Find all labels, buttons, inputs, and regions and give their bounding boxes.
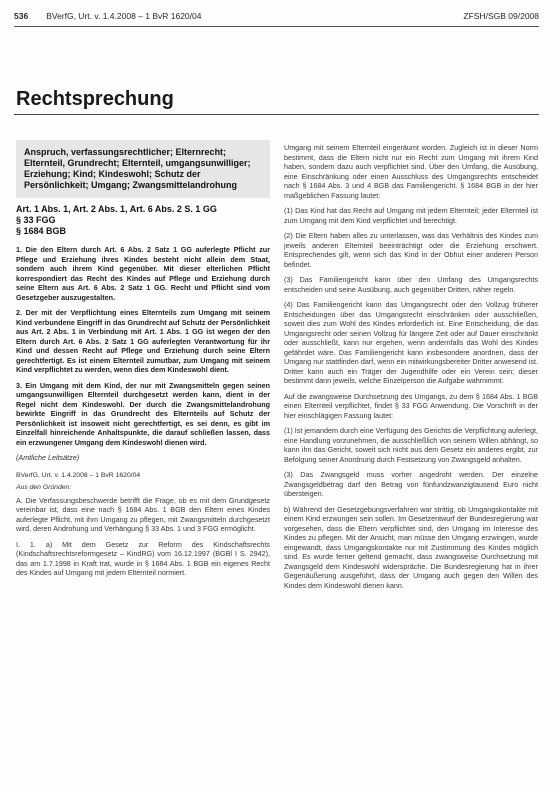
section-i-text: I. 1. a) Mit dem Gesetz zur Reform des Kindschaftsrechts (Kindschaftsrechtsreformgesetz – KindRG) vom 16.12.1997 (BGBl I S. 2942), das am 1.7.1998 in Kraft trat, wurde in § 1684 Abs. 1 BGB ein eigenes Recht des Kindes auf Umgang mit jedem Elternteil normiert. <box>16 539 270 577</box>
running-citation: BVerfG, Urt. v. 1.4.2008 – 1 BvR 1620/04 <box>46 11 202 21</box>
body-paragraph: Umgang mit seinem Elternteil eingeräumt worden. Zugleich ist in dieser Norm bestimmt, dass die Eltern nicht nur ein Recht zum Umgang mit ihrem Kind haben, sondern dazu auch verpflichtet sind. Über den Umfang, die Ausübung, eine Einschränkung oder einen Ausschluss des Umgangsrechts entscheidet nach § 1684 Abs. 3 und 4 BGB das Familiengericht. § 1684 BGB in der hier maßgeblichen Fassung lautet: <box>284 143 538 200</box>
statute-quote: (3) Das Zwangsgeld muss vorher angedroht werden. Der einzelne Zwangsgeldbetrag darf den Betrag von fünfundzwanzigtausend Euro nicht übersteigen. <box>284 470 538 498</box>
statute-quote: (1) Ist jemandem durch eine Verfügung des Gerichts die Verpflichtung auferlegt, eine Handlung vorzunehmen, die ausschließlich von seinem Willen abhängt, so kann ihn das Gericht, soweit sich nicht aus dem Gesetz ein anderes ergibt, zur Befolgung seiner Anordnung durch Festsetzung von Zwangsgeld anhalten. <box>284 426 538 464</box>
norms-list <box>16 204 270 237</box>
statute-quote: (2) Die Eltern haben alles zu unterlassen, was das Verhältnis des Kindes zum jeweils anderen Elternteil beeinträchtigt oder die Erziehung erschwert. Entsprechendes gilt, wenn sich das Kind in der Obhut einer anderen Person befindet. <box>284 231 538 269</box>
reasons-heading: Aus den Gründen: <box>16 484 72 491</box>
statute-quote: (4) Das Familiengericht kann das Umgangsrecht oder den Vollzug früherer Entscheidungen über das Umgangsrecht einschränken oder ausschließen, soweit dies zum Wohl des Kindes erforderlich ist. Eine Entscheidung, die das Umgangsrecht oder seinen Vollzug für längere Zeit oder auf Dauer einschränkt oder ausschließt, kann nur ergehen, wenn andernfalls das Wohl des Kindes gefährdet wäre. Das Familiengericht kann insbesondere anordnen, dass der Umgang nur stattfinden darf, wenn ein mitwirkungsbereiter Dritter anwesend ist. Dritter kann auch ein Träger der Jugendhilfe oder ein Verein sein; dieser bestimmt dann jeweils, welche Einzelperson die Aufgabe wahrnimmt. <box>284 300 538 385</box>
page-header <box>14 8 539 24</box>
statute-quote: (3) Das Familiengericht kann über den Umfang des Umgangsrechts entscheiden und seine Ausübung, auch gegenüber Dritten, näher regeln. <box>284 275 538 294</box>
right-column <box>284 143 538 596</box>
section-a-text: A. Die Verfassungsbeschwerde betrifft die Frage, ob es mit dem Grundgesetz vereinbar ist, dass eine nach § 1684 Abs. 1 BGB den Eltern eines Kindes auferlegte Pflicht, mit ihm Umgang zu pflegen, mit Zwangsmitteln durchgesetzt wird, deren Androhung und Verhängung § 33 Abs. 1 und 3 FGG ermöglicht. <box>16 495 270 533</box>
title-divider <box>14 114 539 115</box>
statute-quote: (1) Das Kind hat das Recht auf Umgang mit jedem Elternteil; jeder Elternteil ist zum Umgang mit dem Kind verpflichtet und berechtigt. <box>284 206 538 225</box>
norm-line: Art. 1 Abs. 1, Art. 2 Abs. 1, Art. 6 Abs. 2 S. 1 GG <box>16 204 217 214</box>
section-title: Rechtsprechung <box>16 88 174 110</box>
header-divider <box>14 26 539 27</box>
body-paragraph: b) Während der Gesetzgebungsverfahren war strittig, ob Umgangskontakte mit einem Kind erzwungen sein sollen. Im Gesetzentwurf der Bundesregierung war vorgesehen, dass die Eltern verpflichtet sind, den Umgang im Interesse des Kindes zu pflegen. Mit der Ansicht, man müsse den Umgang erzwingen, wurde eingewandt, dass Umgangskontakte nur mit Zustimmung des Kindes möglich sind. Es wurde ferner geltend gemacht, dass zwangsweise Durchsetzung mit Zwangsgeld dem Kindeswohl widerspräche. Die Bundesregierung hat in ihrer Gegenäußerung ausgeführt, dass der Umgang auch gegen den Willen des Kindes dem Kindeswohl dienen kann. <box>284 504 538 590</box>
left-column <box>16 140 270 584</box>
keywords-box: Anspruch, verfassungsrechtlicher; Elternrecht; Elternteil, Grundrecht; Elternteil, umgangsunwilliger; Erziehung; Kind; Kindeswohl; Schutz der Persönlichkeit; Umgang; Zwangsmittelandrohung <box>16 140 270 198</box>
decision-citation: BVerfG, Urt. v. 1.4.2008 – 1 BvR 1620/04 <box>16 471 141 479</box>
journal-issue: ZFSH/SGB 09/2008 <box>463 11 539 21</box>
official-guidelines-note: (Amtliche Leitsätze) <box>16 453 80 462</box>
guideline-1: 1. Die den Eltern durch Art. 6 Abs. 2 Satz 1 GG auferlegte Pflicht zur Pflege und Erziehung ihres Kindes besteht nicht allein dem Staat, sondern auch ihrem Kind gegenüber. Mit dieser elterlichen Pflicht korrespondiert das Recht des Kindes auf Pflege und Erziehung durch seine Eltern aus Art. 6 Abs. 2 Satz 1 GG. Recht und Pflicht sind vom Gesetzgeber auszugestalten. <box>16 245 270 302</box>
guideline-2: 2. Der mit der Verpflichtung eines Elternteils zum Umgang mit seinem Kind verbundene Eingriff in das Grundrecht auf Schutz der Persönlichkeit aus Art. 2 Abs. 1 in Verbindung mit Art. 1 Abs. 1 GG ist wegen der den Eltern durch Art. 6 Abs. 2 Satz 1 GG auferlegten Verantwortung für ihr Kind und dessen Recht auf Pflege und Erziehung durch seine Eltern gerechtfertigt. Es ist einem Elternteil zumutbar, zum Umgang mit seinem Kind verpflichtet zu werden, wenn dies dem Kindeswohl dient. <box>16 308 270 374</box>
norm-line: § 1684 BGB <box>16 226 67 236</box>
body-paragraph: Auf die zwangsweise Durchsetzung des Umgangs, zu dem § 1684 Abs. 1 BGB einen Elternteil verpflichtet, findet § 33 FGG Anwendung. Die Vorschrift in der hier einschlägigen Fassung lautet: <box>284 391 538 420</box>
norm-line: § 33 FGG <box>16 215 56 225</box>
page-number: 536 <box>14 11 29 21</box>
guideline-3: 3. Ein Umgang mit dem Kind, der nur mit Zwangsmitteln gegen seinen umgangsunwilligen Elternteil durchgesetzt werden kann, dient in der Regel nicht dem Kindeswohl. Der durch die Zwangsmittelandrohung bewirkte Eingriff in das Grundrecht des Elternteils auf Schutz der Persönlichkeit ist insoweit nicht gerechtfertigt, es sei denn, es gibt im Einzelfall hinreichende Anhaltspunkte, die darauf schließen lassen, dass ein erzwungener Umgang dem Kindeswohl dienen wird. <box>16 380 270 447</box>
